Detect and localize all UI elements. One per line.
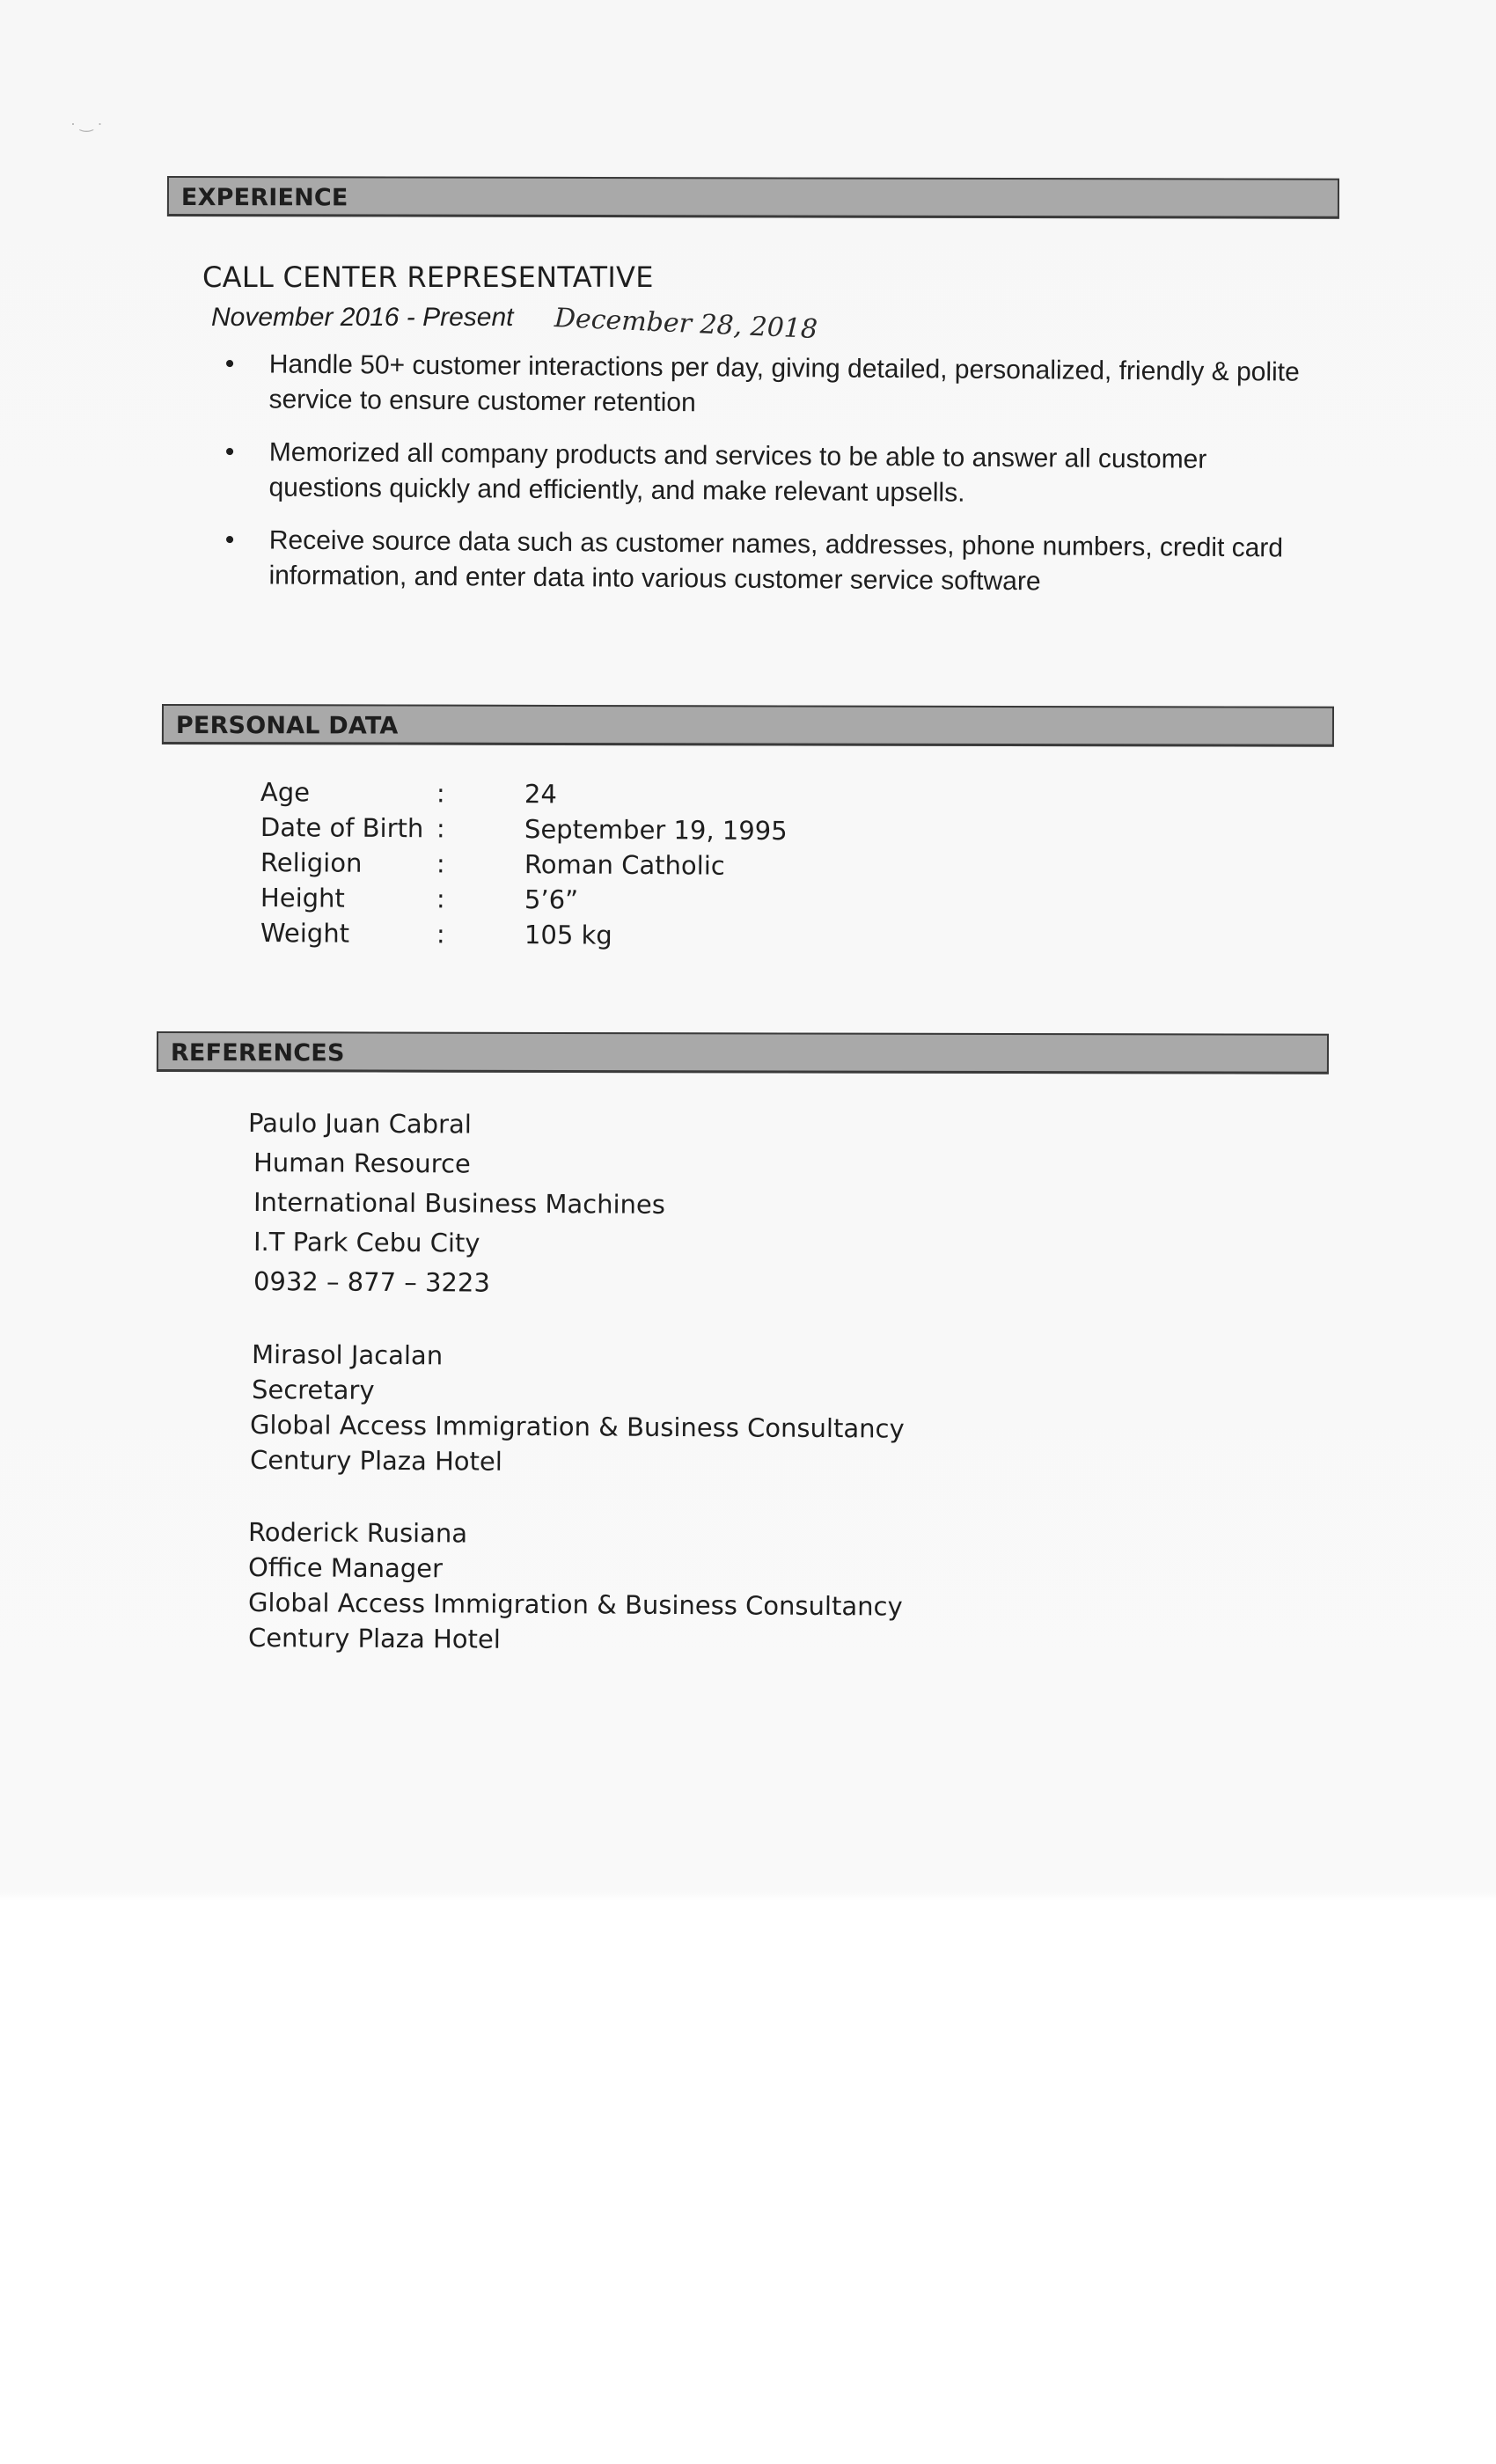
reference-location: Century Plaza Hotel <box>247 1623 501 1654</box>
experience-header-label: EXPERIENCE <box>180 184 348 212</box>
personal-data-colon: : <box>436 778 445 809</box>
personal-data-header-label: PERSONAL DATA <box>175 712 399 740</box>
handwritten-date-note: December 28, 2018 <box>554 303 818 346</box>
reference-name: Roderick Rusiana <box>247 1517 468 1549</box>
personal-data-value: 5’6” <box>524 884 579 915</box>
job-title: CALL CENTER REPRESENTATIVE <box>202 260 654 294</box>
bullet-text: Memorized all company products and services to be able to answer all customer questions quickly and efficiently, and make relevant upsells. <box>268 437 1207 508</box>
personal-data-row <box>260 774 788 813</box>
reference-entry <box>248 1337 905 1478</box>
personal-data-row <box>260 810 788 848</box>
personal-data-row <box>260 845 788 884</box>
personal-data-label: Date of Birth <box>260 812 424 844</box>
personal-data-label: Religion <box>260 847 363 878</box>
personal-data-value: Roman Catholic <box>524 849 725 881</box>
personal-data-colon: : <box>436 919 445 950</box>
personal-data-colon: : <box>436 884 445 914</box>
reference-company: Global Access Immigration & Business Consultancy <box>247 1588 903 1622</box>
bullet-dot-icon: • <box>224 349 235 379</box>
reference-company: Global Access Immigration & Business Consultancy <box>249 1410 905 1444</box>
personal-data-value: 24 <box>524 779 558 810</box>
reference-position: Office Manager <box>247 1552 444 1584</box>
reference-position: Secretary <box>251 1375 375 1405</box>
reference-company: International Business Machines <box>253 1187 666 1220</box>
personal-data-value: September 19, 1995 <box>524 814 788 847</box>
reference-location: Century Plaza Hotel <box>249 1445 502 1477</box>
experience-header <box>167 176 1339 219</box>
reference-location: I.T Park Cebu City <box>253 1227 480 1258</box>
reference-entry <box>248 1104 905 1302</box>
references-header-label: REFERENCES <box>170 1039 345 1067</box>
reference-name: Mirasol Jacalan <box>251 1339 444 1371</box>
personal-data-row <box>260 880 788 919</box>
personal-data-label: Height <box>260 883 345 913</box>
personal-data-header <box>162 704 1334 747</box>
reference-position: Human Resource <box>253 1148 471 1179</box>
personal-data-label: Weight <box>260 918 350 949</box>
personal-data-row <box>260 915 788 954</box>
bullet-text: Handle 50+ customer interactions per day, giving detailed, personalized, friendly & polite service to ensure customer retention <box>268 349 1300 418</box>
experience-bullet-list <box>220 347 1320 611</box>
references-list <box>248 1104 905 1687</box>
personal-data-table <box>260 774 788 950</box>
reference-entry <box>248 1514 905 1655</box>
reference-name: Paulo Juan Cabral <box>247 1108 472 1140</box>
personal-data-colon: : <box>436 848 445 879</box>
job-dates: November 2016 - Present <box>211 303 514 332</box>
personal-data-value: 105 kg <box>524 920 612 950</box>
bullet-item <box>219 435 1320 514</box>
bullet-item <box>219 523 1320 602</box>
bullet-text: Receive source data such as customer names, addresses, phone numbers, credit card information, and enter data into various customer service software <box>268 525 1284 597</box>
bullet-item <box>219 347 1320 426</box>
bullet-dot-icon: • <box>224 525 235 555</box>
bullet-dot-icon: • <box>224 437 235 467</box>
scan-speck: · ‿ · <box>70 114 103 132</box>
personal-data-label: Age <box>260 777 311 808</box>
reference-phone: 0932 – 877 – 3223 <box>253 1266 490 1298</box>
personal-data-colon: : <box>436 813 445 844</box>
references-header <box>157 1031 1329 1074</box>
